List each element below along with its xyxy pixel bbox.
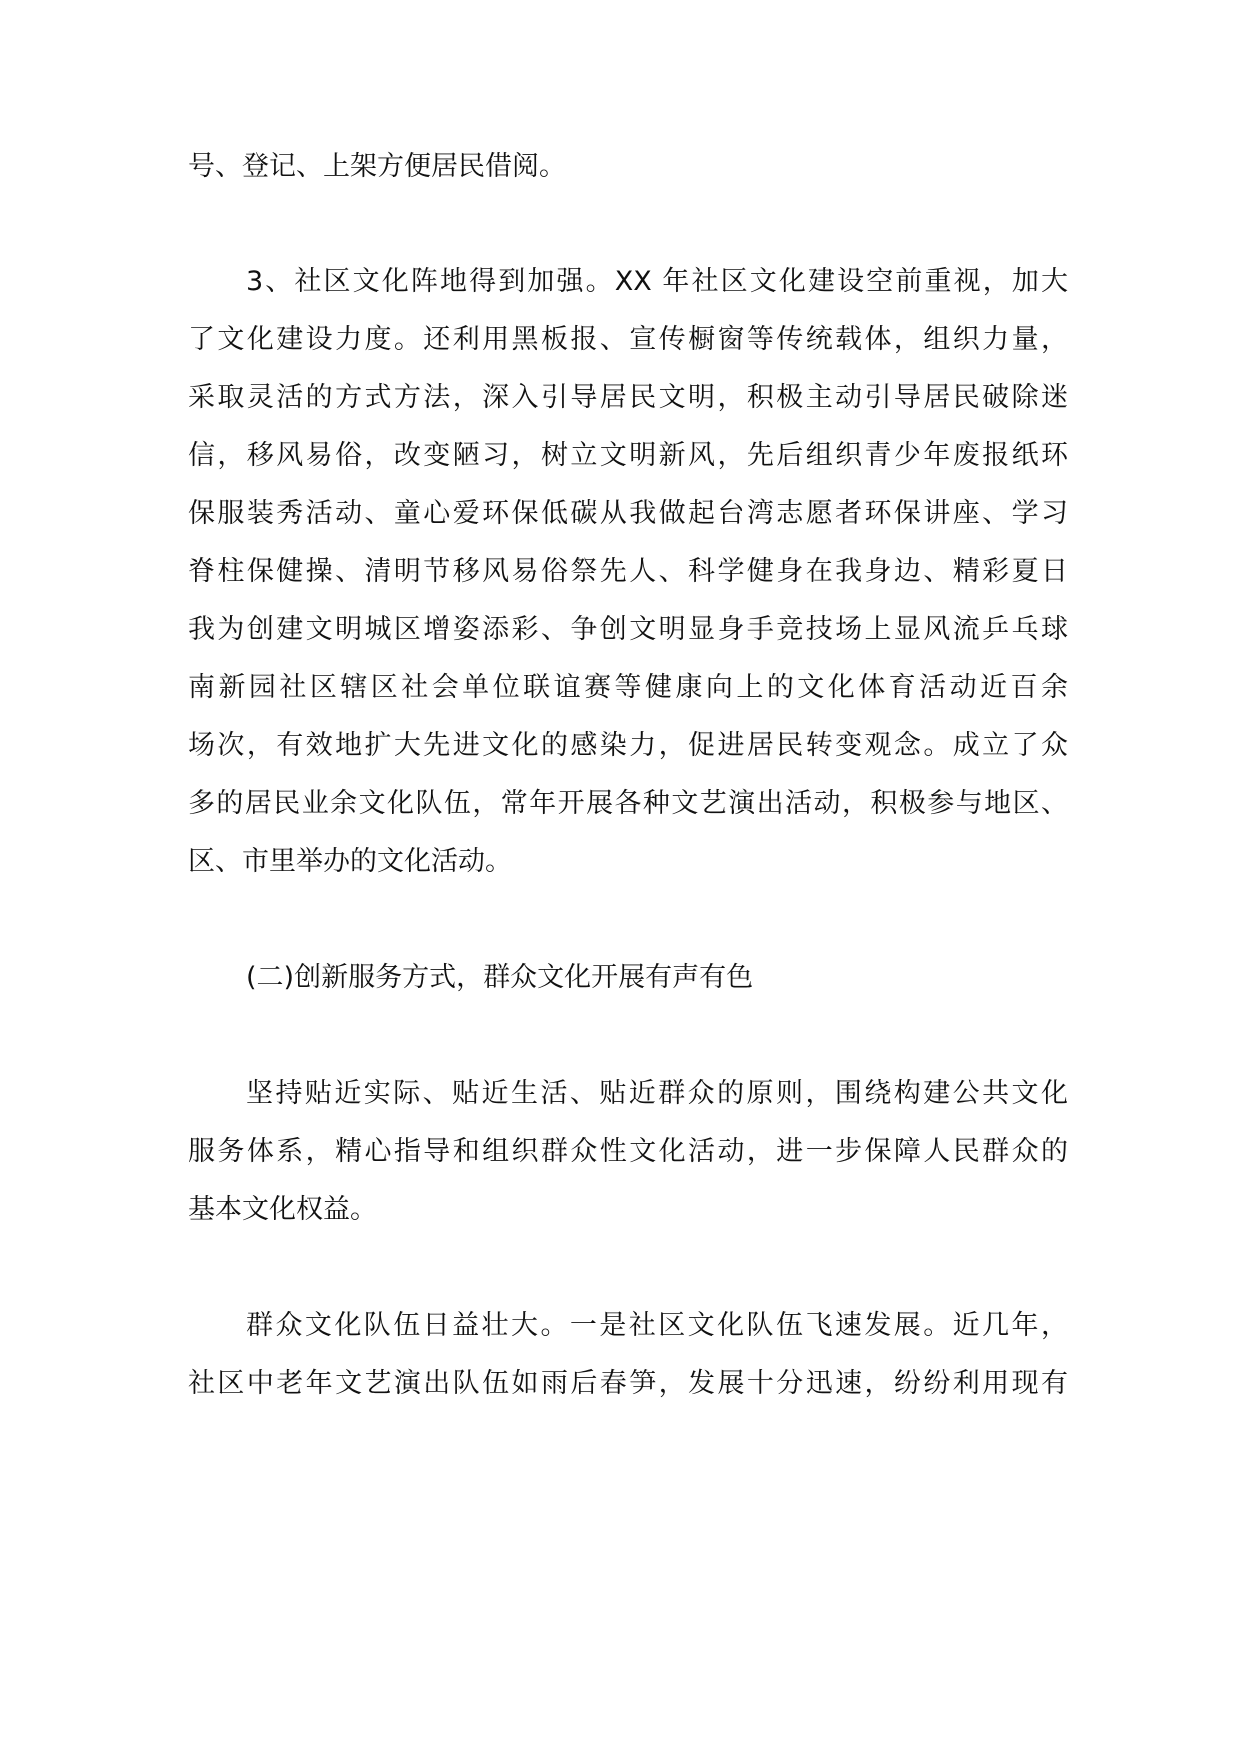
section-heading: (二)创新服务方式，群众文化开展有声有色: [246, 962, 754, 993]
paragraph-line: 我为创建文明城区增姿添彩、争创文明显身手竞技场上显风流乒乓球: [188, 614, 1068, 645]
paragraph-line: 基本文化权益。: [188, 1194, 377, 1225]
paragraph-line: 场次，有效地扩大先进文化的感染力，促进居民转变观念。成立了众: [188, 730, 1068, 761]
paragraph-line: 群众文化队伍日益壮大。一是社区文化队伍飞速发展。近几年，: [246, 1310, 1068, 1341]
paragraph-line: 信，移风易俗，改变陋习，树立文明新风，先后组织青少年废报纸环: [188, 440, 1068, 471]
paragraph-line: 南新园社区辖区社会单位联谊赛等健康向上的文化体育活动近百余: [188, 672, 1068, 703]
paragraph-line: 服务体系，精心指导和组织群众性文化活动，进一步保障人民群众的: [188, 1136, 1068, 1167]
paragraph-line: 社区中老年文艺演出队伍如雨后春笋，发展十分迅速，纷纷利用现有: [188, 1368, 1068, 1399]
paragraph-line: 保服装秀活动、童心爱环保低碳从我做起台湾志愿者环保讲座、学习: [188, 498, 1068, 529]
paragraph-line: 采取灵活的方式方法，深入引导居民文明，积极主动引导居民破除迷: [188, 382, 1068, 413]
paragraph-line: 脊柱保健操、清明节移风易俗祭先人、科学健身在我身边、精彩夏日: [188, 556, 1068, 587]
paragraph-line: 区、市里举办的文化活动。: [188, 846, 512, 877]
paragraph-line: 了文化建设力度。还利用黑板报、宣传橱窗等传统载体，组织力量，: [188, 324, 1068, 355]
paragraph-line: 3、社区文化阵地得到加强。XX 年社区文化建设空前重视，加大: [246, 266, 1068, 297]
paragraph-line: 多的居民业余文化队伍，常年开展各种文艺演出活动，积极参与地区、: [188, 788, 1068, 819]
paragraph-line: 号、登记、上架方便居民借阅。: [188, 151, 566, 182]
paragraph-line: 坚持贴近实际、贴近生活、贴近群众的原则，围绕构建公共文化: [246, 1078, 1068, 1109]
